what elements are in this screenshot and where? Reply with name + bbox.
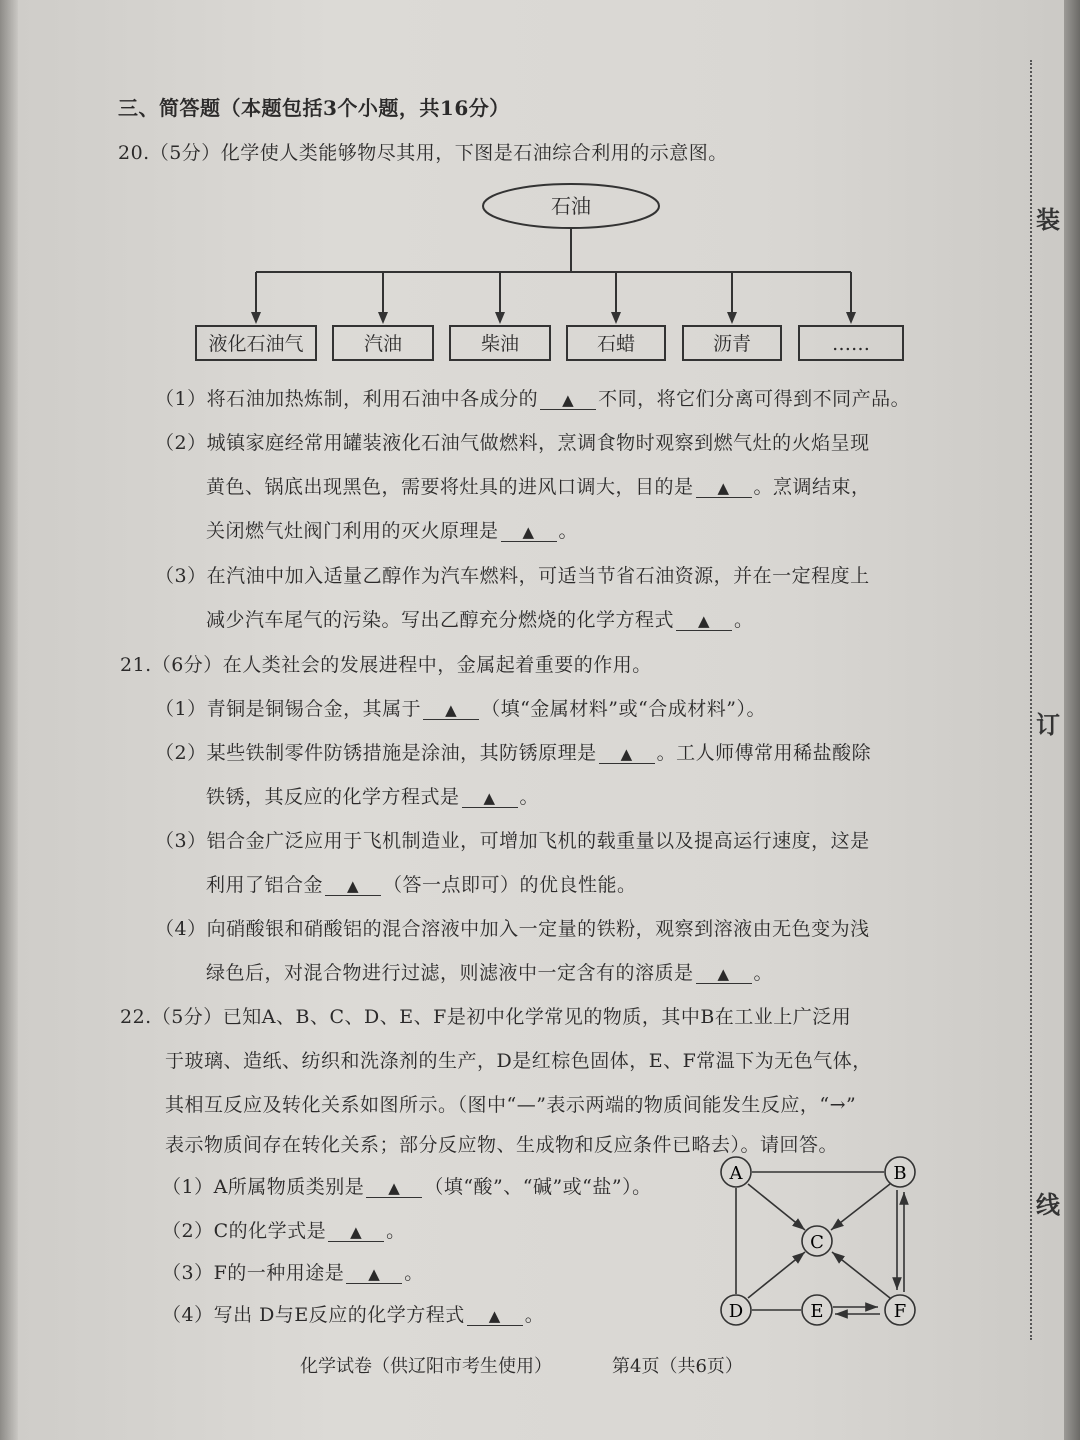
q22-stem-line2: 于玻璃、造纸、纺织和洗涤剂的生产，D是红棕色固体，E、F常温下为无色气体， <box>165 1050 872 1072</box>
arrow-head <box>378 312 388 324</box>
q22-relation-diagram <box>710 1150 930 1335</box>
svg-text:A: A <box>729 1163 743 1184</box>
svg-text:B: B <box>893 1163 907 1184</box>
q22-part3: （3）F的一种用途是 ▲ 。 <box>162 1262 424 1284</box>
q21-part3-line2: 利用了铝合金 ▲ （答一点即可）的优良性能。 <box>206 874 637 896</box>
q21-part3-line1: （3）铝合金广泛应用于飞机制造业，可增加飞机的载重量以及提高运行速度，这是 <box>155 830 870 852</box>
binding-char-xian: 线 <box>1036 1190 1060 1219</box>
q21-part4-line2: 绿色后，对混合物进行过滤，则滤液中一定含有的溶质是 ▲ 。 <box>206 962 774 984</box>
node-e <box>802 1295 832 1325</box>
product-box <box>333 272 433 360</box>
product-box <box>450 272 550 360</box>
node-c <box>802 1226 832 1256</box>
q20-part2-line2: 黄色、锅底出现黑色，需要将灶具的进风口调大，目的是 ▲ 。烹调结束， <box>206 476 871 498</box>
root-node-label: 石油 <box>551 194 591 218</box>
arrow-head <box>251 312 261 324</box>
arrow-head <box>727 312 737 324</box>
answer-blank[interactable]: ▲ <box>540 391 596 410</box>
q21-part2-line1: （2）某些铁制零件防锈措施是涂油，其防锈原理是 ▲ 。工人师傅常用稀盐酸除 <box>155 742 872 764</box>
answer-blank[interactable]: ▲ <box>676 612 732 631</box>
binding-char-zhuang: 装 <box>1036 205 1060 234</box>
q20-part1: （1）将石油加热炼制，利用石油中各成分的 ▲ 不同，将它们分离可得到不同产品。 <box>155 388 911 410</box>
answer-blank[interactable]: ▲ <box>696 479 752 498</box>
product-label: 汽油 <box>363 333 403 355</box>
binding-dotted-line <box>1030 60 1032 1340</box>
binding-char-ding: 订 <box>1036 710 1060 739</box>
answer-blank[interactable]: ▲ <box>501 523 557 542</box>
product-label: 柴油 <box>480 333 520 355</box>
answer-blank[interactable]: ▲ <box>346 1265 402 1284</box>
q20-part2-line3: 关闭燃气灶阀门利用的灭火原理是 ▲ 。 <box>206 520 579 542</box>
answer-blank[interactable]: ▲ <box>696 965 752 984</box>
page-left-shadow <box>0 0 18 1440</box>
product-box <box>683 272 781 360</box>
answer-blank[interactable]: ▲ <box>328 1223 384 1242</box>
answer-blank[interactable]: ▲ <box>467 1307 523 1326</box>
footer-title: 化学试卷（供辽阳市考生使用） <box>300 1356 552 1377</box>
node-b <box>885 1157 915 1187</box>
q22-part2: （2）C的化学式是 ▲ 。 <box>162 1220 406 1242</box>
answer-blank[interactable]: ▲ <box>599 745 655 764</box>
answer-blank[interactable]: ▲ <box>325 877 381 896</box>
node-d <box>721 1295 751 1325</box>
q22-part4: （4）写出 D与E反应的化学方程式 ▲ 。 <box>162 1304 545 1326</box>
q20-part3-line2: 减少汽车尾气的污染。写出乙醇充分燃烧的化学方程式 ▲ 。 <box>206 609 754 631</box>
q20-stem: 20.（5分）化学使人类能够物尽其用，下图是石油综合利用的示意图。 <box>118 142 728 164</box>
product-box <box>567 272 665 360</box>
answer-blank[interactable]: ▲ <box>366 1179 422 1198</box>
q22-stem-line4: 表示物质间存在转化关系；部分反应物、生成物和反应条件已略去）。请回答。 <box>165 1134 839 1156</box>
answer-blank[interactable]: ▲ <box>423 701 479 720</box>
product-box <box>799 272 903 360</box>
q21-stem: 21.（6分）在人类社会的发展进程中，金属起着重要的作用。 <box>120 654 652 676</box>
arrow-head <box>611 312 621 324</box>
arrow-head <box>846 312 856 324</box>
product-label: …… <box>832 333 870 355</box>
svg-text:D: D <box>728 1301 744 1322</box>
product-label: 石蜡 <box>596 333 636 355</box>
q21-part4-line1: （4）向硝酸银和硝酸铝的混合溶液中加入一定量的铁粉，观察到溶液由无色变为浅 <box>155 918 870 940</box>
page-right-edge <box>1064 0 1080 1440</box>
svg-text:C: C <box>810 1232 824 1253</box>
product-label: 沥青 <box>712 333 752 355</box>
q20-part3-line1: （3）在汽油中加入适量乙醇作为汽车燃料，可适当节省石油资源，并在一定程度上 <box>155 565 870 587</box>
svg-text:F: F <box>893 1301 907 1322</box>
q22-stem-line3: 其相互反应及转化关系如图所示。（图中“—”表示两端的物质间能发生反应，“→” <box>165 1094 857 1116</box>
q22-part1: （1）A所属物质类别是 ▲ （填“酸”、“碱”或“盐”）。 <box>162 1176 652 1198</box>
answer-blank[interactable]: ▲ <box>462 789 518 808</box>
petroleum-diagram <box>180 180 920 370</box>
q21-part1: （1）青铜是铜锡合金，其属于 ▲ （填“金属材料”或“合成材料”）。 <box>155 698 766 720</box>
section-title: 三、简答题（本题包括3个小题，共16分） <box>118 96 510 120</box>
q20-part2-line1: （2）城镇家庭经常用罐装液化石油气做燃料，烹调食物时观察到燃气灶的火焰呈现 <box>155 432 870 454</box>
node-f <box>885 1295 915 1325</box>
node-a <box>721 1157 751 1187</box>
arrow-head <box>495 312 505 324</box>
q22-stem-line1: 22.（5分）已知A、B、C、D、E、F是初中化学常见的物质，其中B在工业上广泛用 <box>120 1006 852 1028</box>
product-box <box>196 272 316 360</box>
footer-page-number: 第4页（共6页） <box>612 1356 743 1377</box>
q21-part2-line2: 铁锈，其反应的化学方程式是 ▲ 。 <box>206 786 540 808</box>
product-label: 液化石油气 <box>208 333 304 355</box>
svg-text:E: E <box>810 1301 824 1322</box>
